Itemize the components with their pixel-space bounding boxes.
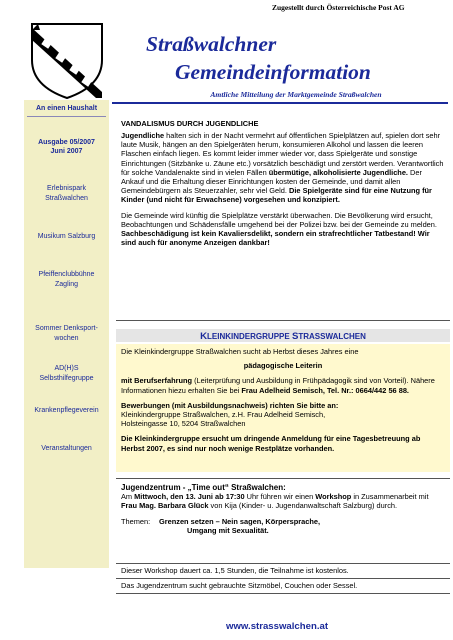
- title-rule: [112, 102, 448, 104]
- sidebar-item-pfeiffenclub[interactable]: [24, 270, 109, 289]
- section-divider: [116, 593, 450, 594]
- sidebar-item-label: Zagling: [55, 280, 78, 288]
- section-divider: [116, 478, 450, 479]
- subtitle: Amtliche Mitteilung der Marktgemeinde Straßwalchen: [210, 90, 382, 99]
- youth-duration-section: [121, 566, 445, 575]
- sidebar: [24, 100, 109, 568]
- sidebar-item-label: wochen: [54, 334, 79, 342]
- kindergarten-apply-heading: Bewerbungen (mit Ausbildungsnachweis) richten Sie bitte an:: [121, 400, 339, 410]
- vandalism-heading: VANDALISMUS DURCH JUGENDLICHE: [121, 119, 259, 128]
- sidebar-item-denksport[interactable]: [24, 324, 109, 343]
- youth-themes: [121, 517, 445, 535]
- sidebar-item-label: Veranstaltungen: [41, 445, 92, 452]
- youth-themes-line: Umgang mit Sexualität.: [187, 525, 269, 535]
- vandalism-section: [121, 131, 445, 247]
- youth-furniture: Das Jugendzentrum sucht gebrauchte Sitzmöbel, Couchen oder Sessel.: [121, 581, 358, 590]
- youth-themes-line: Grenzen setzen – Nein sagen, Körpersprache,: [159, 516, 321, 526]
- title-line1: Straßwalchner: [146, 32, 277, 56]
- youth-workshop-paragraph: Am Mittwoch, den 13. Juni ab 17:30 Uhr führen wir einen Workshop in Zusammenarbeit mit Frau Mag. Barbara Glück von Kija (Kinder- u. Jugendanwaltschaft Salzburg) durch.: [121, 492, 429, 511]
- sidebar-item-label: AD(H)S: [54, 365, 79, 372]
- sidebar-item-label: Sommer Denksport-: [35, 325, 98, 332]
- kindergarten-title: KLEINKINDERGRUPPE STRASSWALCHEN: [200, 331, 366, 342]
- kindergarten-address-1: Kleinkindergruppe Straßwalchen, z.H. Frau Adelheid Semisch,: [121, 410, 326, 420]
- kindergarten-role: pädagogische Leiterin: [243, 361, 323, 371]
- youth-furniture-section: [121, 581, 445, 590]
- kindergarten-requirements: mit Berufserfahrung (Leiterprüfung und Ausbildung in Frühpädagogik sind von Vorteil). Nähere Informationen hiezu erhalten Sie bei Frau Adelheid Semisch, Tel. Nr.: 0664/442 56 88.: [121, 376, 435, 395]
- sidebar-item-label: Krankenpflegeverein: [34, 407, 99, 414]
- sidebar-item-label: Straßwalchen: [45, 194, 88, 202]
- sidebar-item-label: Pfeiffenclubbühne: [38, 271, 95, 278]
- kindergarten-section: [121, 347, 445, 453]
- section-divider: [116, 563, 450, 564]
- sidebar-item-label: Selbsthilfegruppe: [39, 374, 94, 382]
- kindergarten-register: Die Kleinkindergruppe ersucht um dringende Anmeldung für eine Tagesbetreuung ab Herbst 2007, es sind nur noch wenige Restplätze vorhanden.: [121, 434, 421, 453]
- sidebar-divider: [27, 116, 106, 117]
- section-divider: [116, 578, 450, 579]
- youth-heading: Jugendzentrum - „Time out“ Straßwalchen:: [121, 483, 286, 492]
- youth-section: [121, 483, 445, 535]
- section-divider: [116, 320, 450, 321]
- delivery-note: Zugestellt durch Österreichische Post AG: [272, 3, 405, 12]
- sidebar-household: An einen Haushalt: [35, 105, 98, 112]
- kindergarten-intro: Die Kleinkindergruppe Straßwalchen sucht ab Herbst dieses Jahres eine: [121, 347, 359, 356]
- vandalism-paragraph-1: Jugendliche halten sich in der Nacht vermehrt auf öffentlichen Spielplätzen auf, spielen dort sehr laute Musik, hängen an den Spielgeräten herum, konsumieren Alkohol und lassen die leeren Flaschen einfach liegen. Es kommt leider immer wieder vor, dass Spielgeräte und sonstige Einrichtungen (Sitzbänke u. Zäune etc.) vorsätzlich beschädigt und zerstört werden. Verantwortlich für solche Vandalenakte sind in vielen Fällen übermütige, alkoholisierte Jugendliche. Der Ankauf und die Erhaltung dieser Einrichtungen kosten der Gemeinde, und damit allen Gemeindebürgern als Steuerzahler, sehr viel Geld. Die Spielgeräte sind für eine Nutzung für Kinder (und nicht für Erwachsene) vorgesehen und konzipiert.: [121, 131, 444, 205]
- sidebar-item-veranstaltungen[interactable]: [24, 444, 109, 454]
- sidebar-item-label: Musikum Salzburg: [37, 233, 96, 240]
- sidebar-item-label: Erlebnispark: [47, 185, 86, 192]
- issue-date: Juni 2007: [50, 148, 83, 155]
- sidebar-item-musikum[interactable]: [24, 232, 109, 242]
- sidebar-item-krankenpflege[interactable]: [24, 406, 109, 416]
- website-link[interactable]: www.strasswalchen.at: [226, 621, 329, 632]
- vandalism-paragraph-2: Die Gemeinde wird künftig die Spielplätze verstärkt überwachen. Die Bevölkerung wird ersucht, Beobachtungen und Schädensfälle umgehend bei der Polizei bzw. bei der Gemeinde zu melden. Sachbeschädigung ist kein Kavaliersdelikt, sondern ein strafrechtlicher Tatbestand! Wir sind auch für anonyme Anzeigen dankbar!: [121, 210, 437, 248]
- sidebar-item-adhs[interactable]: [24, 364, 109, 383]
- kindergarten-address-2: Holsteingasse 10, 5204 Straßwalchen: [121, 419, 246, 429]
- youth-themes-label: Themen:: [121, 516, 151, 526]
- issue-number: Ausgabe 05/2007: [38, 139, 95, 146]
- sidebar-item-erlebnispark[interactable]: [24, 184, 109, 203]
- title-line2: Gemeindeinformation: [175, 60, 371, 84]
- coat-of-arms-icon: [28, 20, 106, 100]
- youth-duration: Dieser Workshop dauert ca. 1,5 Stunden, die Teilnahme ist kostenlos.: [121, 566, 349, 575]
